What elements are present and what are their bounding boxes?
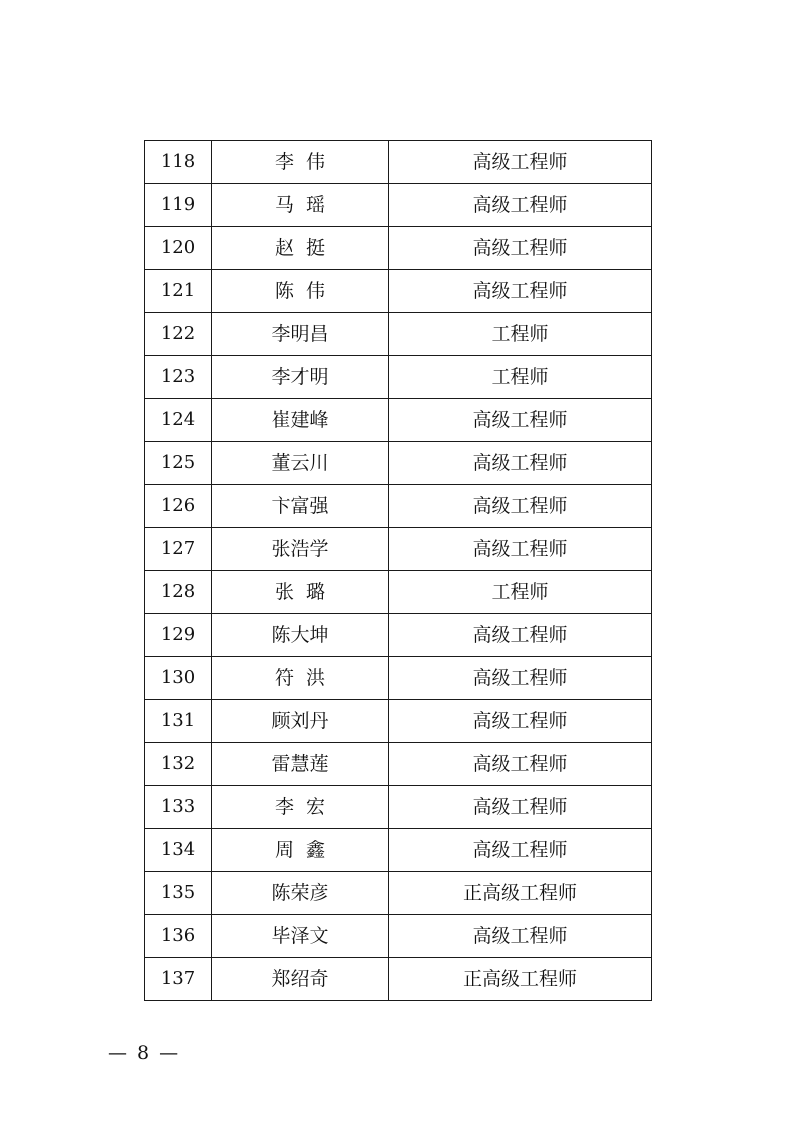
name-cell: 张 璐 [212, 571, 389, 614]
row-number-cell: 120 [145, 227, 212, 270]
title-cell: 高级工程师 [389, 399, 652, 442]
row-number-cell: 123 [145, 356, 212, 399]
table-row [145, 442, 652, 485]
table-row [145, 614, 652, 657]
table-row [145, 700, 652, 743]
name-cell: 李明昌 [212, 313, 389, 356]
personnel-table-body [145, 141, 652, 1001]
row-number-cell: 134 [145, 829, 212, 872]
title-cell: 高级工程师 [389, 829, 652, 872]
name-cell: 李 伟 [212, 141, 389, 184]
table-row [145, 958, 652, 1001]
name-cell: 卞富强 [212, 485, 389, 528]
table-row [145, 786, 652, 829]
row-number-cell: 132 [145, 743, 212, 786]
name-cell: 雷慧莲 [212, 743, 389, 786]
table-row [145, 528, 652, 571]
row-number-cell: 127 [145, 528, 212, 571]
table-row [145, 184, 652, 227]
row-number-cell: 136 [145, 915, 212, 958]
title-cell: 高级工程师 [389, 743, 652, 786]
name-cell: 赵 挺 [212, 227, 389, 270]
name-cell: 郑绍奇 [212, 958, 389, 1001]
table-row [145, 829, 652, 872]
title-cell: 高级工程师 [389, 528, 652, 571]
name-cell: 陈荣彦 [212, 872, 389, 915]
row-number-cell: 124 [145, 399, 212, 442]
name-cell: 周 鑫 [212, 829, 389, 872]
title-cell: 高级工程师 [389, 442, 652, 485]
page-number: — 8 — [108, 1042, 181, 1064]
table-row [145, 227, 652, 270]
personnel-table [144, 140, 652, 1001]
name-cell: 毕泽文 [212, 915, 389, 958]
row-number-cell: 128 [145, 571, 212, 614]
table-row [145, 657, 652, 700]
name-cell: 崔建峰 [212, 399, 389, 442]
table-row [145, 872, 652, 915]
row-number-cell: 137 [145, 958, 212, 1001]
row-number-cell: 122 [145, 313, 212, 356]
title-cell: 正高级工程师 [389, 872, 652, 915]
name-cell: 董云川 [212, 442, 389, 485]
table-row [145, 915, 652, 958]
row-number-cell: 119 [145, 184, 212, 227]
row-number-cell: 118 [145, 141, 212, 184]
table-row [145, 270, 652, 313]
row-number-cell: 125 [145, 442, 212, 485]
table-row [145, 743, 652, 786]
title-cell: 高级工程师 [389, 657, 652, 700]
table-row [145, 571, 652, 614]
table-row [145, 356, 652, 399]
row-number-cell: 121 [145, 270, 212, 313]
title-cell: 高级工程师 [389, 915, 652, 958]
title-cell: 高级工程师 [389, 700, 652, 743]
name-cell: 马 瑶 [212, 184, 389, 227]
row-number-cell: 133 [145, 786, 212, 829]
table-row [145, 399, 652, 442]
row-number-cell: 126 [145, 485, 212, 528]
name-cell: 符 洪 [212, 657, 389, 700]
row-number-cell: 131 [145, 700, 212, 743]
title-cell: 正高级工程师 [389, 958, 652, 1001]
title-cell: 高级工程师 [389, 270, 652, 313]
name-cell: 李才明 [212, 356, 389, 399]
title-cell: 工程师 [389, 571, 652, 614]
name-cell: 陈 伟 [212, 270, 389, 313]
name-cell: 陈大坤 [212, 614, 389, 657]
row-number-cell: 129 [145, 614, 212, 657]
table-row [145, 141, 652, 184]
name-cell: 张浩学 [212, 528, 389, 571]
title-cell: 高级工程师 [389, 184, 652, 227]
title-cell: 高级工程师 [389, 227, 652, 270]
name-cell: 李 宏 [212, 786, 389, 829]
title-cell: 工程师 [389, 356, 652, 399]
row-number-cell: 130 [145, 657, 212, 700]
title-cell: 高级工程师 [389, 786, 652, 829]
table-row [145, 313, 652, 356]
title-cell: 工程师 [389, 313, 652, 356]
table-row [145, 485, 652, 528]
name-cell: 顾刘丹 [212, 700, 389, 743]
title-cell: 高级工程师 [389, 141, 652, 184]
title-cell: 高级工程师 [389, 485, 652, 528]
row-number-cell: 135 [145, 872, 212, 915]
title-cell: 高级工程师 [389, 614, 652, 657]
